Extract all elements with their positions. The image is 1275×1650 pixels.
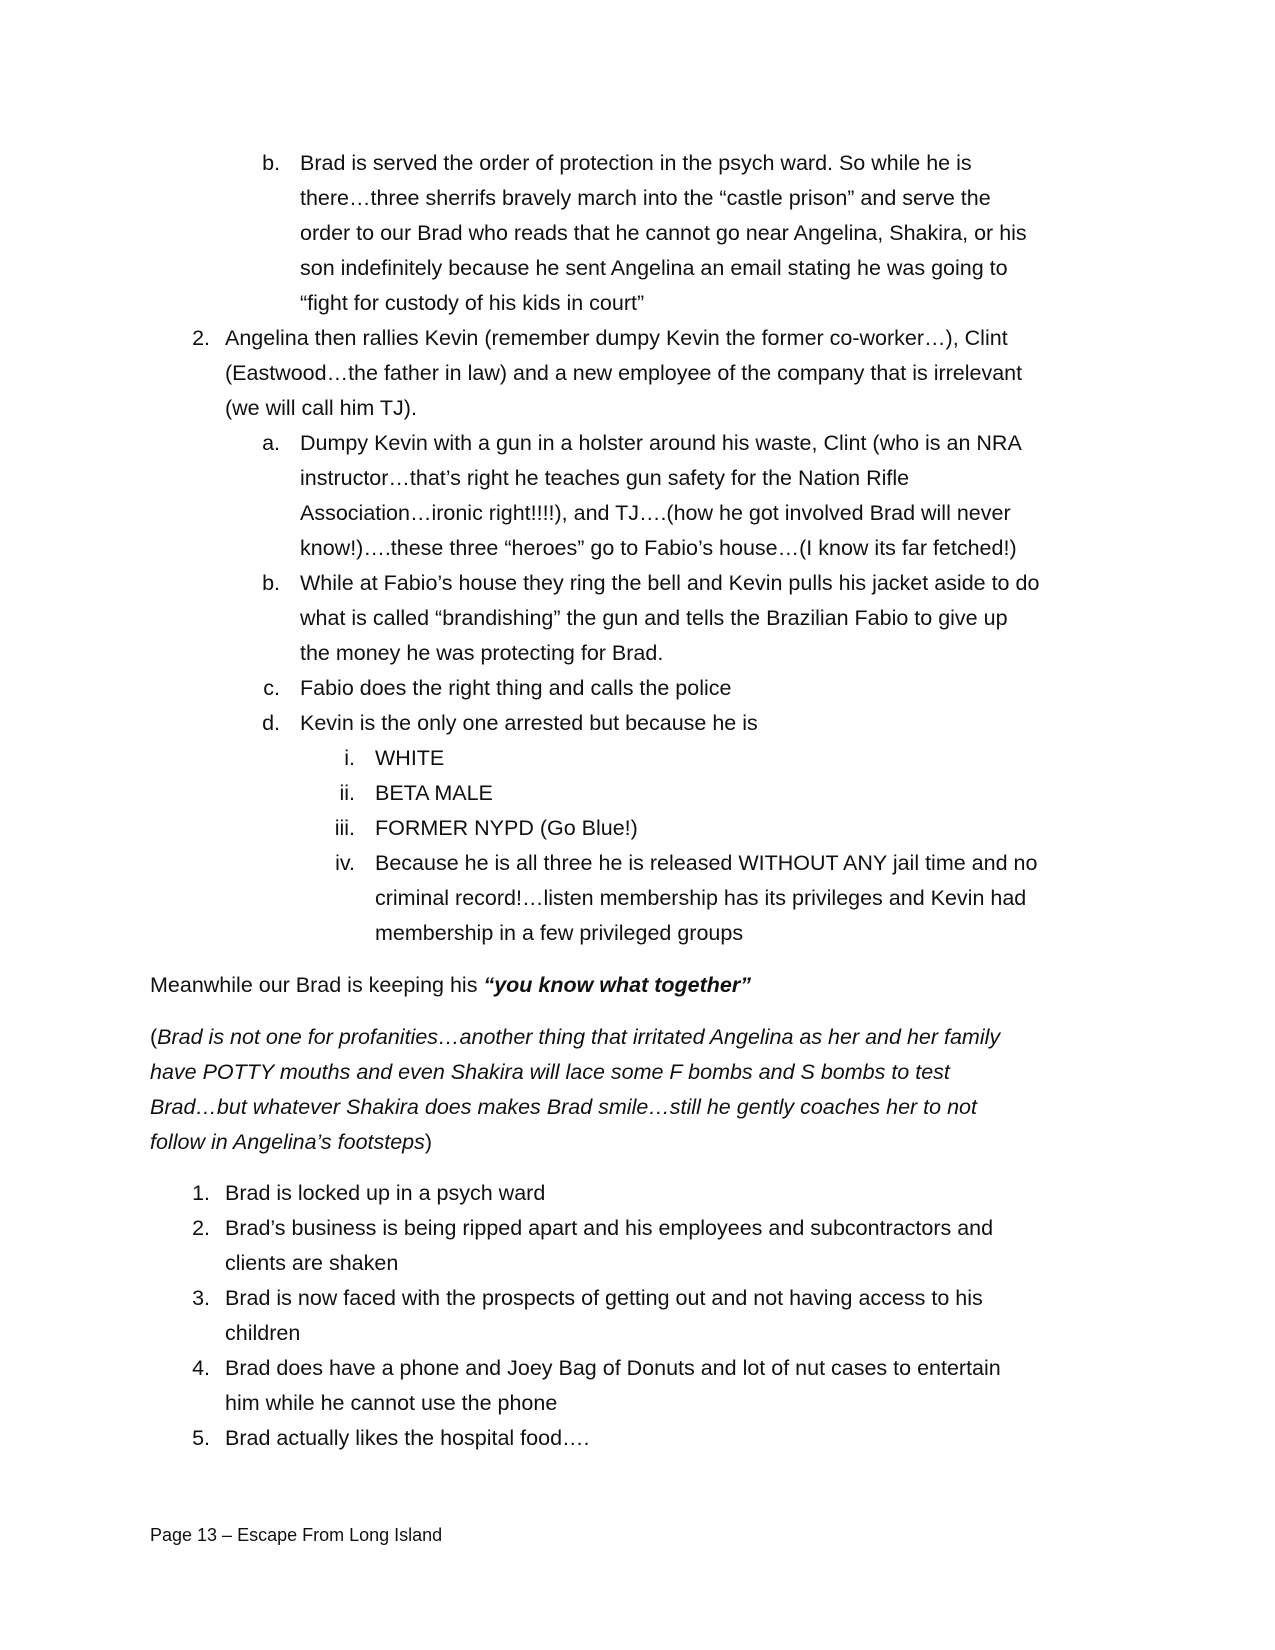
text-line — [150, 1090, 1130, 1125]
text-line: Because he is all three he is released WITHOUT ANY jail time and no — [375, 851, 1038, 875]
list-marker: a. — [262, 431, 280, 455]
text-line: Fabio does the right thing and calls the police — [300, 676, 732, 700]
list-item-text — [375, 846, 1145, 951]
text-line: order to our Brad who reads that he cannot go near Angelina, Shakira, or his — [300, 221, 1027, 245]
text-line — [150, 1020, 1130, 1055]
text-line: son indefinitely because he sent Angelina an email stating he was going to — [300, 256, 1008, 280]
text-line: FORMER NYPD (Go Blue!) — [375, 816, 638, 840]
text-line: Brad is served the order of protection in the psych ward. So while he is — [300, 151, 972, 175]
meanwhile-prefix: Meanwhile our Brad is keeping his — [150, 973, 484, 997]
aside-text: Brad is not one for profanities…another thing that irritated Angelina as her and her family — [157, 1025, 1001, 1049]
text-line: Brad’s business is being ripped apart and his employees and subcontractors and — [225, 1216, 994, 1240]
text-line: Angelina then rallies Kevin (remember dumpy Kevin the former co-worker…), Clint — [225, 326, 1008, 350]
text-line: Brad does have a phone and Joey Bag of Donuts and lot of nut cases to entertain — [225, 1356, 1001, 1380]
list-marker: iii. — [334, 816, 355, 840]
text-line: BETA MALE — [375, 781, 493, 805]
list-item-text — [375, 741, 1145, 776]
aside-text: Brad…but whatever Shakira does makes Brad smile…still he gently coaches her to not — [150, 1095, 977, 1119]
text-line: there…three sherrifs bravely march into the “castle prison” and serve the — [300, 186, 991, 210]
list-marker: 2. — [192, 1216, 210, 1240]
list-item-text — [300, 671, 1140, 706]
list-item-text — [300, 566, 1140, 671]
list-item-text — [225, 1421, 1145, 1456]
text-line: “fight for custody of his kids in court” — [300, 291, 645, 315]
text-line: instructor…that’s right he teaches gun safety for the Nation Rifle — [300, 466, 910, 490]
text-line — [150, 968, 1130, 1003]
list-marker: b. — [262, 571, 280, 595]
list-item-text — [300, 706, 1140, 741]
list-item-text — [300, 426, 1140, 566]
list-marker: i. — [344, 746, 355, 770]
text-line: Brad is now faced with the prospects of getting out and not having access to his — [225, 1286, 983, 1310]
list-marker: 5. — [192, 1426, 210, 1450]
list-item-text — [225, 1211, 1145, 1281]
text-line: (we will call him TJ). — [225, 396, 417, 420]
text-line: Brad actually likes the hospital food…. — [225, 1426, 590, 1450]
text-line: know!)….these three “heroes” go to Fabio’s house…(I know its far fetched!) — [300, 536, 1017, 560]
text-line: Kevin is the only one arrested but because he is — [300, 711, 758, 735]
text-line: membership in a few privileged groups — [375, 921, 744, 945]
text-line: clients are shaken — [225, 1251, 399, 1275]
text-line: While at Fabio’s house they ring the bell and Kevin pulls his jacket aside to do — [300, 571, 1040, 595]
text-line — [150, 1125, 1130, 1160]
text-line: what is called “brandishing” the gun and tells the Brazilian Fabio to give up — [300, 606, 1008, 630]
page-footer: Page 13 – Escape From Long Island — [150, 1525, 443, 1545]
aside-open-paren: ( — [150, 1025, 158, 1049]
meanwhile-emphasis: “you know what together” — [483, 973, 752, 997]
aside-text: have POTTY mouths and even Shakira will lace some F bombs and S bombs to test — [150, 1060, 950, 1084]
aside-paragraph — [150, 1020, 1130, 1160]
list-marker: 4. — [192, 1356, 210, 1380]
list-item-text — [225, 321, 1145, 426]
list-item-text — [225, 1176, 1145, 1211]
list-marker: d. — [262, 711, 280, 735]
list-item-text — [300, 146, 1140, 321]
list-marker: 1. — [192, 1181, 210, 1205]
list-marker: ii. — [339, 781, 355, 805]
text-line — [150, 1055, 1130, 1090]
text-line: Brad is locked up in a psych ward — [225, 1181, 546, 1205]
list-marker: 3. — [192, 1286, 210, 1310]
list-item-text — [225, 1281, 1145, 1351]
list-item-text — [225, 1351, 1145, 1421]
aside-close-paren: ) — [424, 1130, 433, 1154]
text-line: the money he was protecting for Brad. — [300, 641, 664, 665]
text-line: him while he cannot use the phone — [225, 1391, 558, 1415]
list-marker: 2. — [192, 326, 210, 350]
text-line: (Eastwood…the father in law) and a new employee of the company that is irrelevant — [225, 361, 1023, 385]
text-line: criminal record!…listen membership has its privileges and Kevin had — [375, 886, 1027, 910]
list-marker: iv. — [335, 851, 355, 875]
aside-text: follow in Angelina’s footsteps — [150, 1130, 425, 1154]
list-marker: c. — [263, 676, 280, 700]
text-line: Association…ironic right!!!!), and TJ….(how he got involved Brad will never — [300, 501, 1011, 525]
text-line: WHITE — [375, 746, 445, 770]
text-line: Dumpy Kevin with a gun in a holster around his waste, Clint (who is an NRA — [300, 431, 1022, 455]
meanwhile-paragraph — [150, 968, 1130, 1003]
list-marker: b. — [262, 151, 280, 175]
list-item-text — [375, 776, 1145, 811]
list-item-text — [375, 811, 1145, 846]
text-line: children — [225, 1321, 301, 1345]
